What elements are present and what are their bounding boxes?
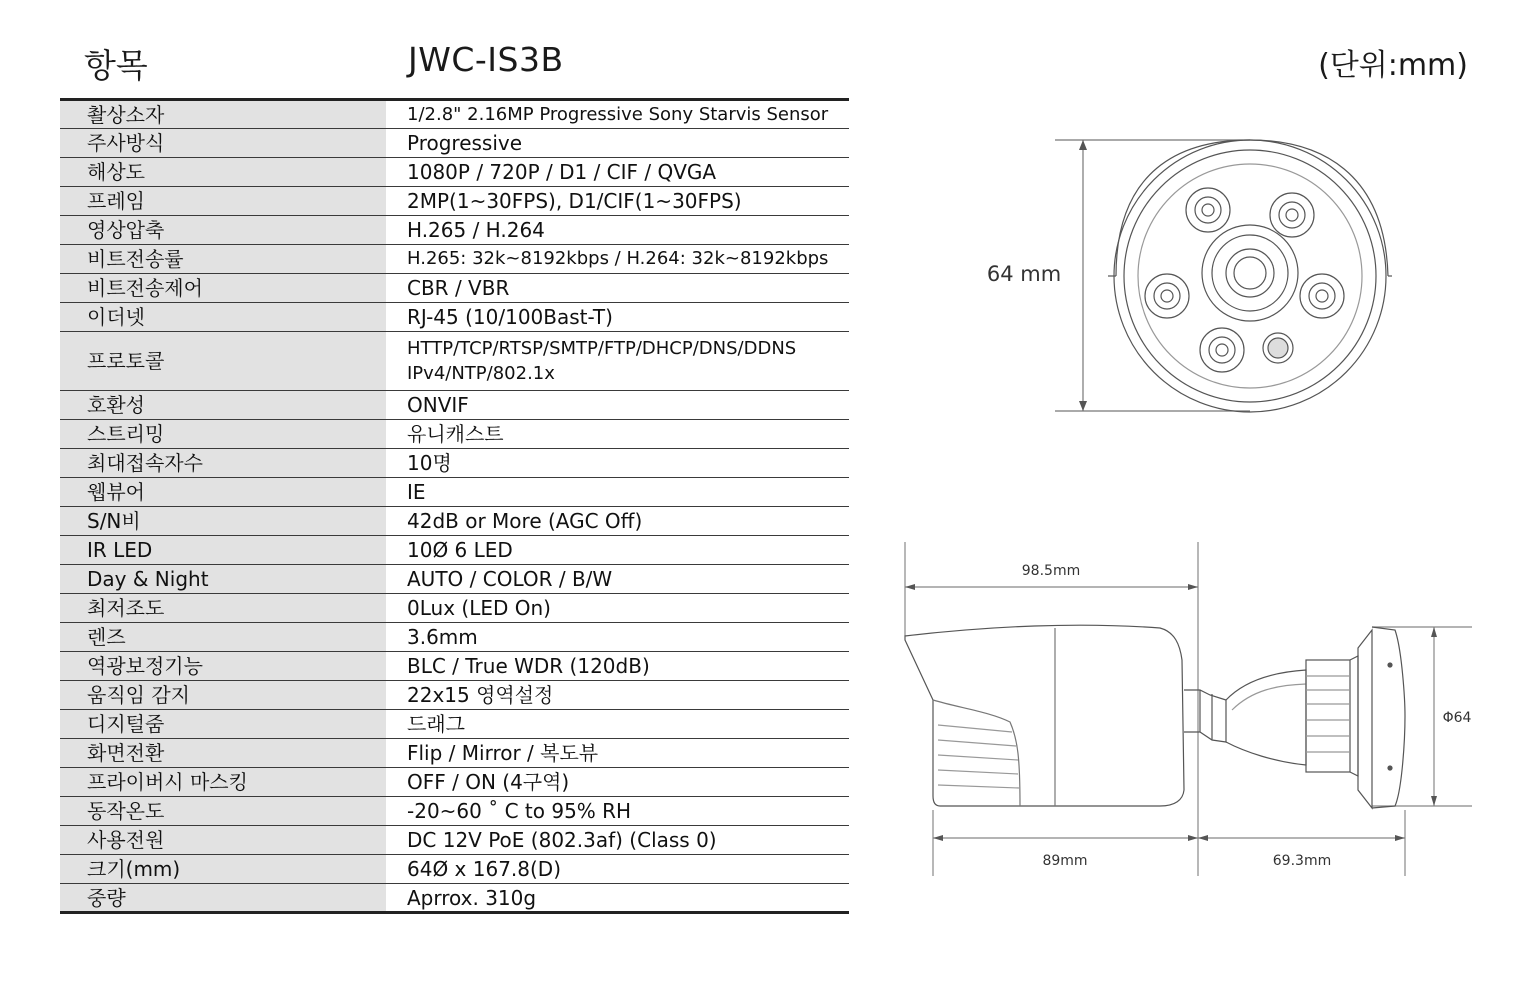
spec-key: 주사방식	[60, 129, 386, 158]
spec-value: DC 12V PoE (802.3af) (Class 0)	[407, 828, 717, 852]
spec-key: 최대접속자수	[60, 449, 386, 478]
spec-key: 중량	[60, 884, 386, 913]
spec-key: 영상압축	[60, 216, 386, 245]
spec-value: 2MP(1~30FPS), D1/CIF(1~30FPS)	[407, 189, 742, 213]
spec-value: 64Ø x 167.8(D)	[407, 857, 562, 881]
spec-key: S/N비	[60, 507, 386, 536]
spec-key: 역광보정기능	[60, 652, 386, 681]
model-name: JWC-IS3B	[408, 40, 564, 79]
body-length-label: 89mm	[1042, 853, 1088, 869]
spec-value: HTTP/TCP/RTSP/SMTP/FTP/DHCP/DNS/DDNS IPv4/NTP/802.1x	[407, 338, 797, 384]
total-length-label: 98.5mm	[1021, 563, 1081, 579]
bracket-length-label: 69.3mm	[1272, 853, 1332, 869]
spec-key: 프로토콜	[60, 332, 386, 391]
spec-value: 3.6mm	[407, 625, 478, 649]
spec-value: H.265 / H.264	[407, 218, 545, 242]
spec-value: IE	[407, 480, 426, 504]
spec-key: 크기(mm)	[60, 855, 386, 884]
spec-key: 최저조도	[60, 594, 386, 623]
spec-value: ONVIF	[407, 393, 469, 417]
spec-value: 1/2.8" 2.16MP Progressive Sony Starvis Sensor	[407, 103, 829, 125]
spec-value: 드래그	[407, 712, 465, 736]
spec-key: 디지털줌	[60, 710, 386, 739]
spec-key: 촬상소자	[60, 100, 386, 129]
spec-value: 유니캐스트	[407, 422, 504, 446]
front-view-drawing	[1055, 140, 1392, 412]
base-diameter-label: Φ64	[1442, 710, 1472, 726]
spec-key: 스트리밍	[60, 420, 386, 449]
spec-key: 사용전원	[60, 826, 386, 855]
spec-value: 22x15 영역설정	[407, 683, 554, 707]
spec-key: 해상도	[60, 158, 386, 187]
spec-value: 10명	[407, 451, 452, 475]
spec-key: 프레임	[60, 187, 386, 216]
spec-value: -20~60 ˚ C to 95% RH	[407, 799, 632, 823]
spec-value: 42dB or More (AGC Off)	[407, 509, 643, 533]
spec-key: 렌즈	[60, 623, 386, 652]
spec-key: Day & Night	[60, 565, 386, 594]
spec-value: Progressive	[407, 131, 523, 155]
spec-key: 웹뷰어	[60, 478, 386, 507]
spec-value: Flip / Mirror / 복도뷰	[407, 741, 599, 765]
spec-key: 비트전송제어	[60, 274, 386, 303]
spec-key: 프라이버시 마스킹	[60, 768, 386, 797]
item-column-heading: 항목	[84, 46, 148, 85]
spec-key: IR LED	[60, 536, 386, 565]
spec-key: 화면전환	[60, 739, 386, 768]
spec-value: 0Lux (LED On)	[407, 596, 551, 620]
spec-value: 1080P / 720P / D1 / CIF / QVGA	[407, 160, 717, 184]
spec-value: RJ-45 (10/100Bast-T)	[407, 305, 613, 329]
spec-value: H.265: 32k~8192kbps / H.264: 32k~8192kbps	[407, 248, 829, 269]
spec-value: OFF / ON (4구역)	[407, 770, 570, 794]
spec-value: BLC / True WDR (120dB)	[407, 654, 650, 678]
spec-value: Aprrox. 310g	[407, 885, 537, 910]
spec-key: 비트전송률	[60, 245, 386, 274]
unit-label: (단위:mm)	[1318, 48, 1468, 83]
side-view-drawing	[905, 542, 1472, 876]
spec-value: AUTO / COLOR / B/W	[407, 567, 613, 591]
spec-key: 동작온도	[60, 797, 386, 826]
spec-key: 호환성	[60, 391, 386, 420]
spec-key: 이더넷	[60, 303, 386, 332]
front-height-label: 64 mm	[986, 262, 1062, 286]
spec-key: 움직임 감지	[60, 681, 386, 710]
spec-value: CBR / VBR	[407, 276, 510, 300]
spec-value: 10Ø 6 LED	[407, 538, 513, 562]
